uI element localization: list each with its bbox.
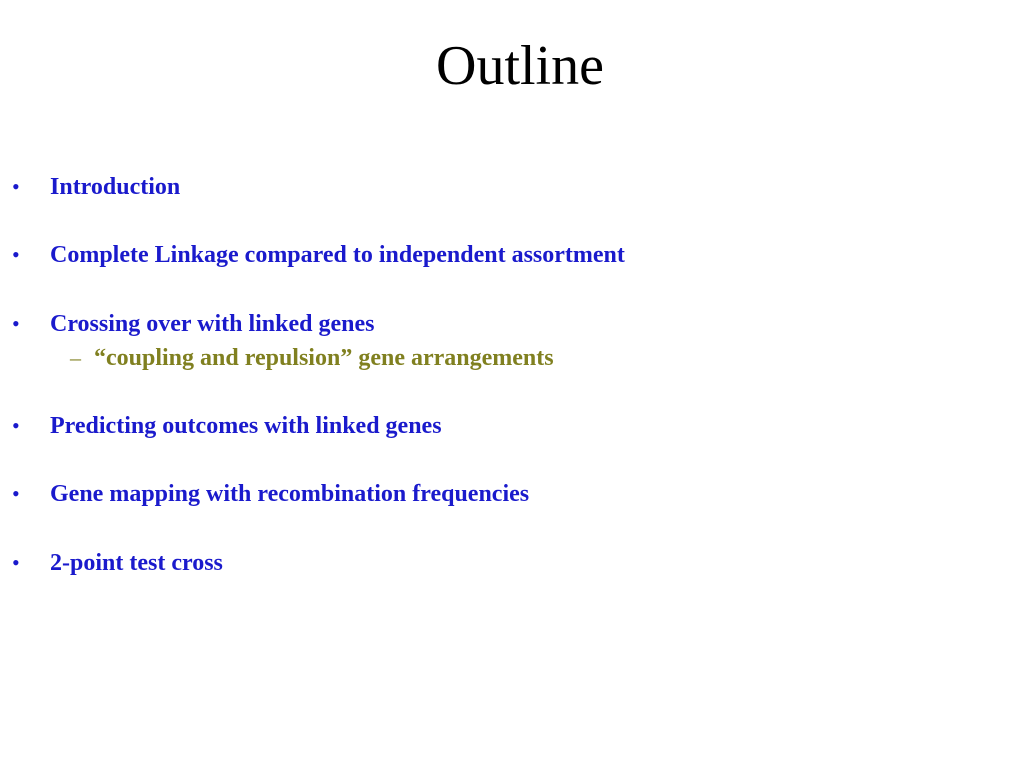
list-item-label: Predicting outcomes with linked genes — [50, 413, 442, 439]
bullet-icon: • — [12, 311, 20, 336]
bullet-icon: • — [12, 481, 20, 506]
slide-title: Outline — [436, 35, 604, 97]
bullet-icon: • — [12, 413, 20, 438]
sub-list-item-label: “coupling and repulsion” gene arrangements — [94, 345, 554, 371]
list-item-label: Crossing over with linked genes — [50, 311, 375, 337]
bullet-icon: • — [12, 174, 20, 199]
list-item-label: Complete Linkage compared to independent assortment — [50, 242, 625, 268]
list-item-label: Introduction — [50, 174, 181, 200]
list-item-label: 2-point test cross — [50, 550, 223, 576]
dash-icon: – — [70, 345, 81, 370]
bullet-icon: • — [12, 242, 20, 267]
bullet-icon: • — [12, 550, 20, 575]
list-item-label: Gene mapping with recombination frequencies — [50, 481, 530, 507]
